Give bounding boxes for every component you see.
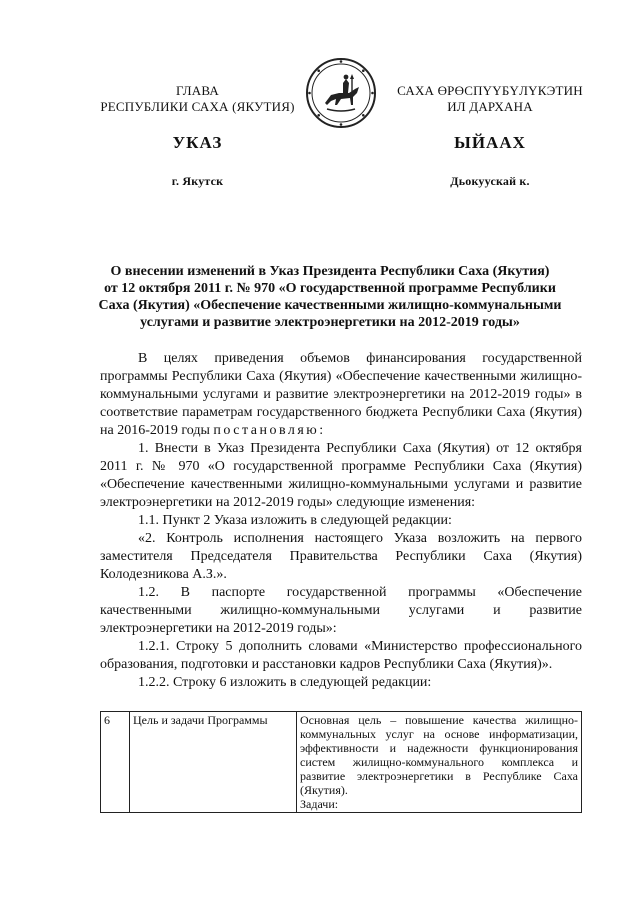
table-cell-label: Цель и задачи Программы [130, 712, 297, 813]
header-left-block [85, 83, 310, 189]
table-tasks-label: Задачи: [300, 797, 339, 811]
header-right-line-2: ИЛ ДАРХАНА [447, 99, 533, 114]
title-line-1: О внесении изменений в Указ Президента Республики Саха (Якутия) [110, 264, 550, 279]
paragraph-item-2-quote: «2. Контроль исполнения настоящего Указа возложить на первого заместителя Председателя Правительства Республики Саха (Якутия) Колодезникова А.З.». [100, 531, 582, 582]
title-line-3: Саха (Якутия) «Обеспечение качественными жилищно-коммунальными [98, 298, 562, 313]
paragraph-item-1: 1. Внести в Указ Президента Республики Саха (Якутия) от 12 октября 2011 г. № 970 «О государственной программе Республики Саха (Якутия) «Обеспечение качественными жилищно-коммунальными услугами и развитие электроэнергетики на 2012-2019 годы» следующие изменения: [100, 441, 582, 510]
table-row [101, 712, 582, 813]
paragraph-item-1-2-1: 1.2.1. Строку 5 дополнить словами «Министерство профессионального образования, подготовки и расстановки кадров Республики Саха (Якутия)». [100, 639, 582, 672]
preamble-decree-word: постановляю: [213, 423, 326, 438]
paragraph-item-1-2-2: 1.2.2. Строку 6 изложить в следующей редакции: [138, 675, 432, 690]
document-body [100, 350, 582, 692]
city-ru: г. Якутск [171, 174, 224, 188]
title-line-2: от 12 октября 2011 г. № 970 «О государственной программе Республики [104, 281, 556, 296]
coat-of-arms-emblem-icon [305, 57, 377, 129]
header-right-block [385, 83, 595, 189]
table-goal-text: Основная цель – повышение качества жилищно-коммунальных услуг на основе информатизации, эффективности и надежности функционирования систем жилищно-коммунального комплекса и развитие электроэнергетики в Республике Саха (Якутия). [300, 713, 578, 797]
doc-type-ru: УКАЗ [172, 133, 223, 152]
city-sakha: Дьокуускай к. [450, 174, 530, 188]
paragraph-preamble [100, 350, 582, 440]
table-cell-number: 6 [101, 712, 130, 813]
document-title [95, 263, 565, 331]
paragraph-item-1-1: 1.1. Пункт 2 Указа изложить в следующей редакции: [138, 513, 452, 528]
paragraph-item-1-2: 1.2. В паспорте государственной программы «Обеспечение качественными жилищно-коммунальными услугами и развитие электроэнергетики на 2012-2019 годы»: [100, 585, 582, 636]
table-cell-content [297, 712, 582, 813]
program-passport-table [100, 711, 582, 813]
header-left-line-1: ГЛАВА [176, 83, 219, 98]
preamble-text: В целях приведения объемов финансирования государственной программы Республики Саха (Якутия) «Обеспечение качественными жилищно-коммунальными услугами и развитие электроэнергетики на 2012-2019 годы» в соответствие параметрам государственного бюджета Республики Саха (Якутия) на 2016-2019 годы [100, 351, 582, 438]
doc-type-sakha: ЫЙААХ [454, 133, 526, 152]
title-line-4: услугами и развитие электроэнергетики на 2012-2019 годы» [140, 315, 520, 330]
header-right-line-1: САХА ӨРӨСПҮҮБҮЛҮКЭТИН [397, 83, 583, 98]
header-left-line-2: РЕСПУБЛИКИ САХА (ЯКУТИЯ) [100, 99, 295, 114]
